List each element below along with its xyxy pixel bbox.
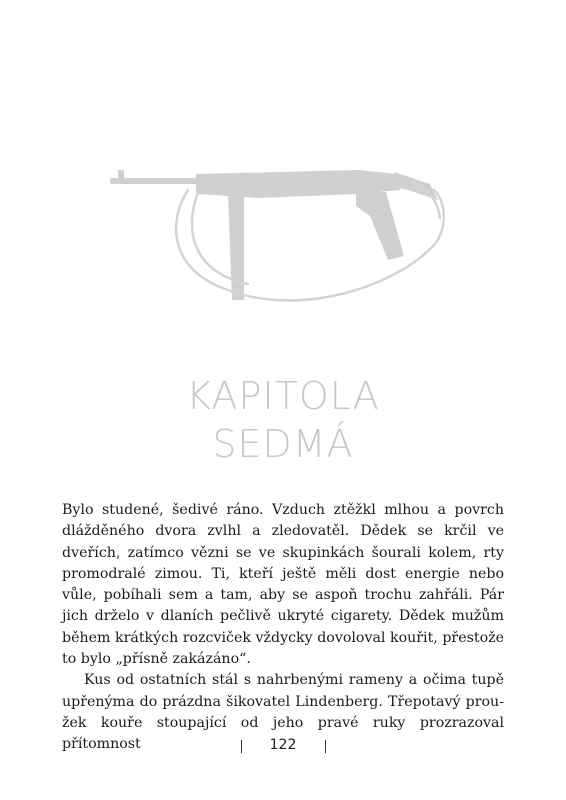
page-footer <box>0 736 566 756</box>
chapter-title-line2: SEDMÁ <box>212 422 354 466</box>
gun-front-sight <box>118 170 124 180</box>
paragraph-2: Kus od ostatních stál s nahrbenými rameny a očima tupě upřenýma do prázdna šikovatel Lindenberg. Třepotavý proužek kouře stoupající od jeho pravé ruky prozrazoval přítomnost <box>62 672 504 753</box>
footer-divider-left <box>241 740 242 753</box>
footer-divider-right <box>325 740 326 753</box>
page-number: 122 <box>269 737 297 753</box>
chapter-title-line1: KAPITOLA <box>186 374 380 418</box>
gun-grip <box>356 192 404 260</box>
chapter-body <box>62 500 504 756</box>
submachine-gun-icon <box>108 160 453 310</box>
gun-sling <box>176 190 444 300</box>
paragraph-1: Bylo studené, šedivé ráno. Vzduch ztěžkl mlhou a povrch dlážděného dvora zvlhl a zledovatěl. Dědek se krčil ve dveřích, zatímco vězni se ve skupinkách šourali kolem, rty promodralé zimou. Ti, kteří ještě měli dost energie nebo vůle, pobíhali sem a tam, aby se aspoň trochu zahřáli. Pár jich drželo v dlaních pečlivě ukryté cigarety. Dědek mužům během krátkých rozcviček vždycky dovoloval kouřit, přestože to bylo „přísně zakázáno“. <box>62 502 504 668</box>
gun-magazine <box>228 194 244 300</box>
